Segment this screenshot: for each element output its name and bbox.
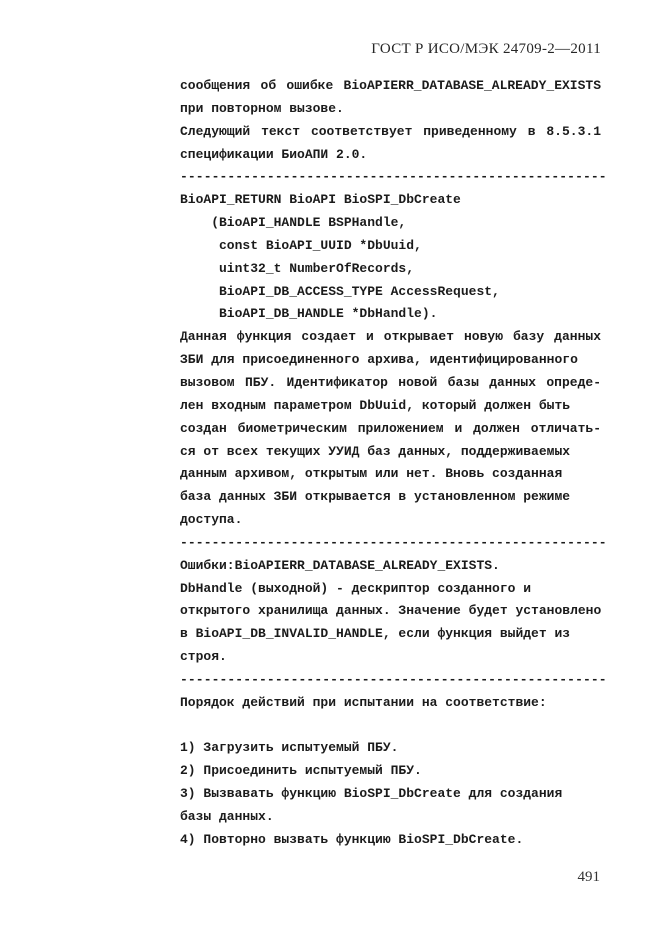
text-line: const BioAPI_UUID *DbUuid, bbox=[180, 237, 422, 253]
text-line: uint32_t NumberOfRecords, bbox=[180, 260, 415, 276]
text-line: Ошибки:BioAPIERR_DATABASE_ALREADY_EXISTS. bbox=[180, 557, 500, 573]
separator-line: ------------------------------------------------------ bbox=[180, 169, 607, 185]
separator-line: ------------------------------------------------------ bbox=[180, 671, 607, 687]
page-number: 491 bbox=[577, 869, 600, 885]
text-line: доступа. bbox=[180, 512, 243, 528]
text-line: BioAPI_RETURN BioAPI BioSPI_DbCreate bbox=[180, 192, 461, 208]
text-line: Порядок действий при испытании на соответствие: bbox=[180, 694, 547, 710]
text-line: открытого хранилища данных. Значение будет установлено bbox=[180, 603, 602, 619]
text-line: в BioAPI_DB_INVALID_HANDLE, если функция выйдет из bbox=[180, 626, 571, 642]
separator-line: ------------------------------------------------------ bbox=[180, 534, 607, 550]
text-line: Данная функция создает и открывает новую базу данных bbox=[180, 329, 601, 345]
text-line: ся от всех текущих УУИД баз данных, поддерживаемых bbox=[180, 443, 571, 459]
text-line: строя. bbox=[180, 649, 227, 665]
text-line: при повторном вызове. bbox=[180, 100, 344, 116]
text-line: 2) Присоединить испытуемый ПБУ. bbox=[180, 763, 422, 779]
text-line: лен входным параметром DbUuid, который должен быть bbox=[180, 397, 571, 413]
standard-reference-header: ГОСТ Р ИСО/МЭК 24709-2—2011 bbox=[371, 41, 601, 57]
text-line: данным архивом, открытым или нет. Вновь созданная bbox=[180, 466, 563, 482]
text-line: базы данных. bbox=[180, 809, 274, 824]
text-line: сообщения об ошибке BioAPIERR_DATABASE_ALREADY_EXISTS bbox=[180, 78, 601, 93]
text-line: создан биометрическим приложением и должен отличать- bbox=[180, 420, 601, 436]
text-line: вызовом ПБУ. Идентификатор новой базы данных опреде- bbox=[180, 374, 601, 390]
blank-line bbox=[180, 715, 601, 738]
text-line: база данных ЗБИ открывается в установленном режиме bbox=[180, 489, 571, 505]
text-line: 4) Повторно вызвать функцию BioSPI_DbCreate. bbox=[180, 831, 524, 847]
text-line: 1) Загрузить испытуемый ПБУ. bbox=[180, 740, 399, 756]
text-line: BioAPI_DB_ACCESS_TYPE AccessRequest, bbox=[180, 283, 500, 299]
document-body bbox=[180, 75, 607, 852]
text-line: ЗБИ для присоединенного архива, идентифицированного bbox=[180, 352, 578, 368]
text-line: BioAPI_DB_HANDLE *DbHandle). bbox=[180, 306, 438, 322]
text-line: Следующий текст соответствует приведенному в 8.5.3.1 bbox=[180, 123, 601, 139]
text-line: DbHandle (выходной) - дескриптор созданного и bbox=[180, 580, 532, 596]
text-line: (BioAPI_HANDLE BSPHandle, bbox=[180, 215, 407, 231]
text-line: спецификации БиоАПИ 2.0. bbox=[180, 146, 368, 162]
text-line: 3) Вызвавать функцию BioSPI_DbCreate для создания bbox=[180, 786, 563, 802]
